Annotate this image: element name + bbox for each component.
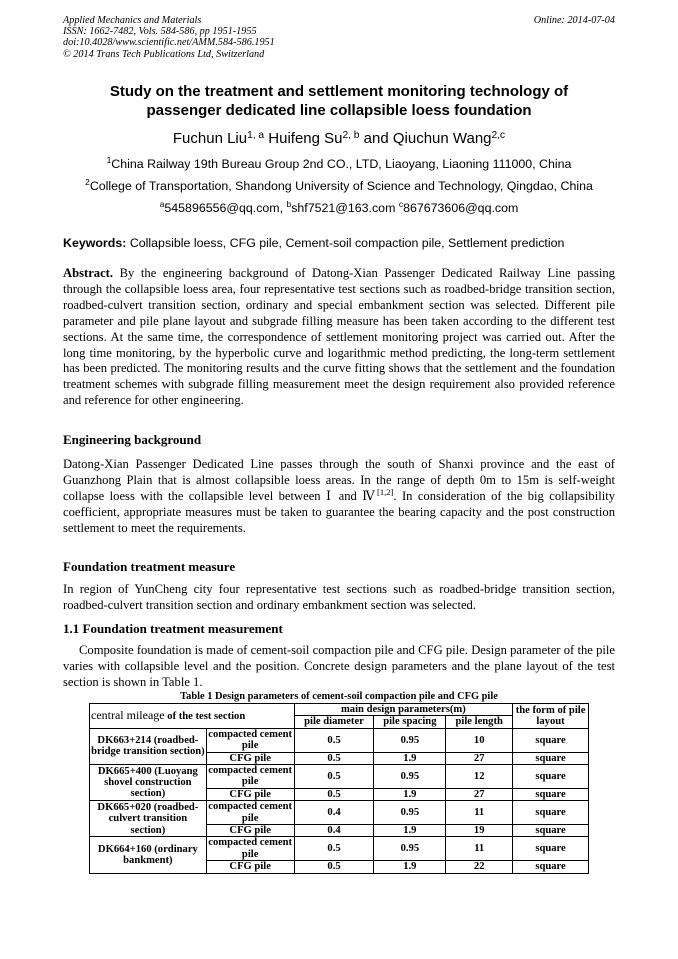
header-pile-spacing: pile spacing (374, 716, 446, 728)
pile-type: CFG pile (206, 861, 294, 873)
abstract (63, 266, 615, 409)
journal-header (63, 15, 615, 60)
pile-diameter-value: 0.5 (294, 765, 374, 789)
table-row (90, 728, 589, 752)
pile-diameter-value: 0.4 (294, 825, 374, 837)
pile-type: compacted cement pile (208, 765, 293, 788)
table-row (90, 837, 589, 861)
pile-diameter-value: 0.5 (294, 728, 374, 752)
copyright: © 2014 Trans Tech Publications Ltd, Switzerland (63, 48, 265, 60)
pile-diameter-value: 0.5 (294, 837, 374, 861)
pile-spacing-value: 0.95 (374, 728, 446, 752)
design-parameters-table (89, 703, 589, 874)
affiliation-2: $^2$College of Transportation, Shandong University of Science and Technology, Qingdao, China (85, 177, 593, 193)
pile-layout-value: square (513, 728, 589, 752)
online-date: Online: 2014-07-04 (533, 15, 615, 26)
citation[interactable]: [1,2] (377, 486, 394, 497)
emails: $^a$545896556@qq.com, $^b$shf7521@163.com $^c$867673606@qq.com (159, 199, 519, 215)
pile-diameter-value: 0.5 (294, 752, 374, 764)
header-layout: the form of pile layout (513, 704, 589, 729)
pile-layout-value: square (513, 752, 589, 764)
mileage-cell: DK665+020 (roadbed-culvert transition section) (90, 801, 207, 837)
table-caption: Table 1 Design parameters of cement-soil compaction pile and CFG pile (180, 691, 498, 702)
pile-diameter-value: 0.5 (294, 788, 374, 800)
header-pile-diameter: pile diameter (294, 716, 374, 728)
pile-length-value: 12 (446, 765, 513, 789)
journal-name: Applied Mechanics and Materials (63, 15, 202, 26)
pile-spacing-value: 1.9 (374, 825, 446, 837)
author-name: Huifeng Su (268, 130, 343, 147)
author-name: Fuchun Liu (172, 130, 248, 147)
abstract-label: Abstract. (63, 266, 114, 280)
subsection-paragraph: Composite foundation is made of cement-soil compaction pile and CFG pile. Design parameter of the pile varies with collapsible level and the position. Concrete design parameters and the plane layout of the test section is shown in Table 1. (63, 643, 615, 689)
doi: doi:10.4028/www.scientific.net/AMM.584-586.1951 (63, 37, 275, 49)
background-paragraph: Datong-Xian Passenger Dedicated Line passes through the south of Shanxi province and the east of Guanzhong Plain that is almost collapsible loess areas. In the range of depth 0m to 15m is self-weight collapse loess with the collapsible level between Ⅰ and Ⅳ[1,2]. In consideration of the big collapsibility coefficient, appropriate measures must be taken to guarantee the bearing capacity and the post construction settlement to meet the requirements. (63, 457, 615, 535)
section-heading-background: Engineering background (63, 432, 202, 447)
keywords-text: Collapsible loess, CFG pile, Cement-soil compaction pile, Settlement prediction (129, 236, 565, 250)
pile-length-value: 19 (446, 825, 513, 837)
email-link[interactable]: 545896556@qq.com, (164, 201, 284, 215)
pile-spacing-value: 0.95 (374, 801, 446, 825)
foundation-paragraph: In region of YunCheng city four representative test sections such as roadbed-bridge transition section, roadbed-culvert transition section and ordinary embankment section was selected. (63, 582, 615, 612)
pile-layout-value: square (513, 765, 589, 789)
pile-layout-value: square (513, 788, 589, 800)
author-sup: 1, a (247, 130, 265, 141)
pile-type: compacted cement pile (208, 801, 293, 824)
pile-diameter-value: 0.5 (294, 861, 374, 873)
pile-layout-value: square (513, 825, 589, 837)
mileage-cell: DK665+400 (Luoyang shovel construction section) (90, 765, 207, 801)
pile-spacing-value: 0.95 (374, 765, 446, 789)
pile-layout-value: square (513, 837, 589, 861)
pile-length-value: 22 (446, 861, 513, 873)
pile-type: CFG pile (206, 825, 294, 837)
title-line-1: Study on the treatment and settlement monitoring technology of (109, 83, 569, 100)
authors (60, 130, 618, 148)
table-row (90, 765, 589, 789)
pile-spacing-value: 1.9 (374, 861, 446, 873)
email-link[interactable]: shf7521@163.com (291, 201, 396, 215)
table-header-row (90, 704, 589, 716)
pile-type: compacted cement pile (208, 837, 293, 860)
title-line-2: passenger dedicated line collapsible loess foundation (146, 102, 532, 119)
affiliation-1: $^1$China Railway 19th Bureau Group 2nd CO., LTD, Liaoyang, Liaoning 111000, China (106, 155, 572, 171)
pile-type: CFG pile (206, 788, 294, 800)
pile-length-value: 11 (446, 801, 513, 825)
pile-length-value: 10 (446, 728, 513, 752)
header-pile-length: pile length (446, 716, 513, 728)
issn: ISSN: 1662-7482, Vols. 584-586, pp 1951-1955 (63, 26, 257, 38)
pile-type: compacted cement pile (208, 728, 293, 752)
author-sup: 2,c (491, 130, 506, 141)
subsection-heading: 1.1 Foundation treatment measurement (63, 621, 283, 636)
pile-length-value: 27 (446, 788, 513, 800)
pile-spacing-value: 1.9 (374, 752, 446, 764)
author-name: Qiuchun Wang (392, 130, 492, 147)
header-mileage: central mileage of the test section (90, 704, 295, 729)
pile-layout-value: square (513, 861, 589, 873)
abstract-text: By the engineering background of Datong-Xian Passenger Dedicated Railway Line passing through the collapsible loess area, four representative test sections such as roadbed-bridge transition section, roadbed-culvert transition section, ordinary and special embankment section was selected. Different pile parameter and pile plane layout and subgrade filling measure has been taken according to the different test sections. At the same time, the correspondence of settlement monitoring project was carried out. After the long time monitoring, by the hyperbolic curve and logarithmic method predicting, the long-term settlement has been predicted. The monitoring results and the curve fitting shows that the settlement and the foundation treatment schemes with subgrade filling measurement meet the design requirement also provided reference and reference for other engineering. (63, 266, 615, 408)
section-heading-foundation: Foundation treatment measure (63, 559, 236, 574)
email-link[interactable]: 867673606@qq.com (403, 201, 519, 215)
mileage-cell: DK664+160 (ordinary bankment) (90, 837, 207, 873)
table-row (90, 801, 589, 825)
pile-layout-value: square (513, 801, 589, 825)
authors-and: and (363, 130, 389, 147)
pile-type: CFG pile (206, 752, 294, 764)
keywords-label: Keywords: (63, 236, 127, 250)
header-main-params: main design parameters(m) (294, 704, 513, 716)
pile-diameter-value: 0.4 (294, 801, 374, 825)
keywords (63, 235, 615, 251)
author-sup: 2, b (342, 130, 360, 141)
pile-spacing-value: 0.95 (374, 837, 446, 861)
pile-length-value: 27 (446, 752, 513, 764)
mileage-cell: DK663+214 (roadbed-bridge transition section) (90, 728, 207, 764)
paper-title (60, 82, 618, 120)
pile-length-value: 11 (446, 837, 513, 861)
pile-spacing-value: 1.9 (374, 788, 446, 800)
